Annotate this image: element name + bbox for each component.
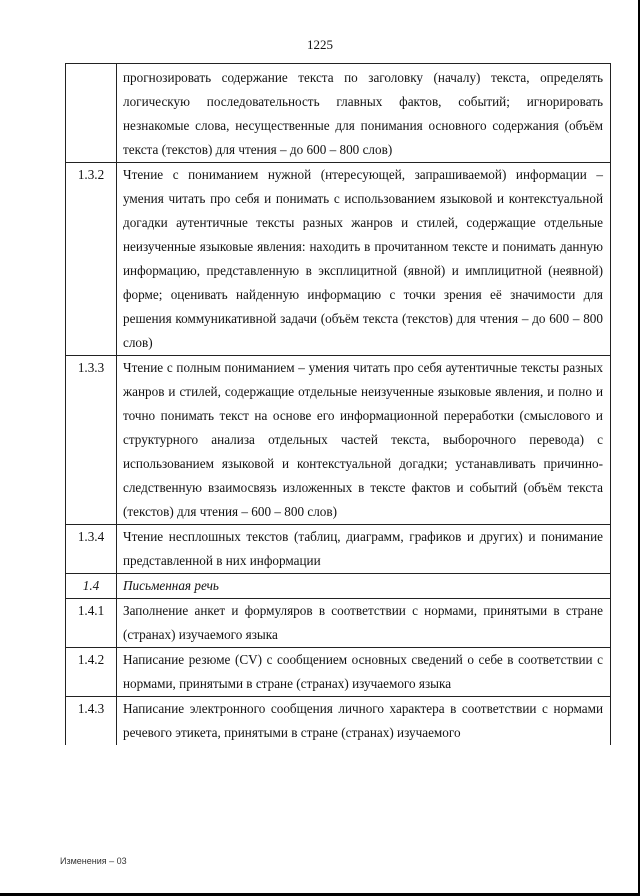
revision-footer: Изменения – 03	[60, 856, 127, 866]
table-row	[66, 64, 611, 163]
row-number	[66, 64, 117, 163]
row-number: 1.3.2	[66, 163, 117, 356]
row-text: прогнозировать содержание текста по заголовку (началу) текста, определять логическую последовательность главных фактов, событий; игнорировать незнакомые слова, несущественные для понимания основного содержания (объём текста (текстов) для чтения – до 600 – 800 слов)	[117, 64, 611, 163]
row-number: 1.4.2	[66, 648, 117, 697]
page-number: 1225	[307, 37, 333, 52]
table-row	[66, 163, 611, 356]
table-row	[66, 648, 611, 697]
section-row	[66, 574, 611, 599]
row-text: Чтение несплошных текстов (таблиц, диаграмм, графиков и других) и понимание представленной в них информации	[117, 525, 611, 574]
table-row	[66, 356, 611, 525]
table-row	[66, 525, 611, 574]
table-row	[66, 697, 611, 746]
section-title: Письменная речь	[117, 574, 611, 599]
curriculum-table	[65, 63, 611, 745]
row-text: Чтение с пониманием нужной (нтересующей, запрашиваемой) информации – умения читать про себя и понимать с использованием языковой и контекстуальной догадки аутентичные тексты разных жанров и стилей, содержащие отдельные неизученные языковые явления: находить в прочитанном тексте и понимать данную информацию, представленную в эксплицитной (явной) и имплицитной (неявной) форме; оценивать найденную информацию с точки зрения её значимости для решения коммуникативной задачи (объём текста (текстов) для чтения – до 600 – 800 слов)	[117, 163, 611, 356]
row-number: 1.3.3	[66, 356, 117, 525]
row-text: Чтение с полным пониманием – умения читать про себя аутентичные тексты разных жанров и стилей, содержащие отдельные неизученные языковые явления, и полно и точно понимать текст на основе его информационной переработки (смыслового и структурного анализа отдельных частей текста, выборочного перевода) с использованием языковой и контекстуальной догадки; устанавливать причинно-следственную взаимосвязь изложенных в тексте фактов и событий (объём текста (текстов) для чтения – 600 – 800 слов)	[117, 356, 611, 525]
section-number: 1.4	[66, 574, 117, 599]
row-number: 1.4.1	[66, 599, 117, 648]
table-row	[66, 599, 611, 648]
row-number: 1.3.4	[66, 525, 117, 574]
row-text: Написание электронного сообщения личного характера в соответствии с нормами речевого этикета, принятыми в стране (странах) изучаемого	[117, 697, 611, 746]
row-text: Заполнение анкет и формуляров в соответствии с нормами, принятыми в стране (странах) изучаемого языка	[117, 599, 611, 648]
row-text: Написание резюме (CV) с сообщением основных сведений о себе в соответствии с нормами, принятыми в стране (странах) изучаемого языка	[117, 648, 611, 697]
row-number: 1.4.3	[66, 697, 117, 746]
